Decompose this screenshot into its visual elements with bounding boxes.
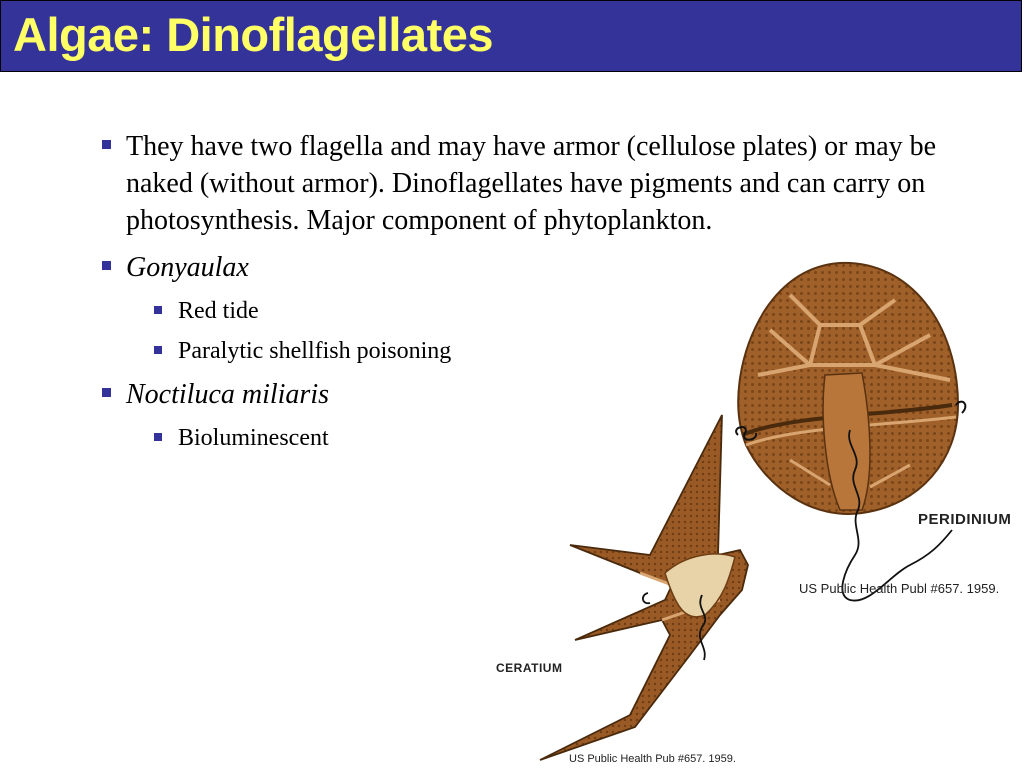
ceratium-credit: US Public Health Pub #657. 1959. (569, 753, 736, 765)
sub-bullet-text-red-tide: Red tide (178, 298, 259, 324)
title-bar (0, 0, 1022, 72)
peridinium-label: PERIDINIUM (918, 511, 1012, 528)
bullet-item (102, 128, 982, 239)
bullet-square-icon (102, 261, 111, 270)
peridinium-credit: US Public Health Publ #657. 1959. (799, 581, 1000, 596)
ceratium-label: CERATIUM (496, 661, 563, 675)
bullet-square-icon (102, 140, 111, 149)
bullet-text-noctiluca: Noctiluca miliaris (126, 379, 329, 410)
sub-bullet-square-icon (154, 306, 162, 314)
dinoflagellate-illustration (490, 255, 1024, 768)
bullet-text-description: They have two flagella and may have armor (cellulose plates) or may be naked (without armor). Dinoflagellates have pigments and can carry on photosynthesis. Major component of phytoplankton. (126, 131, 937, 236)
sub-bullet-text-bioluminescent: Bioluminescent (178, 425, 329, 451)
ceratium-drawing (540, 415, 748, 760)
sub-bullet-square-icon (154, 433, 162, 441)
bullet-text-gonyaulax: Gonyaulax (126, 252, 249, 283)
peridinium-drawing (736, 263, 965, 601)
bullet-square-icon (102, 388, 111, 397)
sub-bullet-text-psp: Paralytic shellfish poisoning (178, 338, 452, 364)
sub-bullet-square-icon (154, 346, 162, 354)
slide-title: Algae: Dinoflagellates (13, 8, 493, 61)
